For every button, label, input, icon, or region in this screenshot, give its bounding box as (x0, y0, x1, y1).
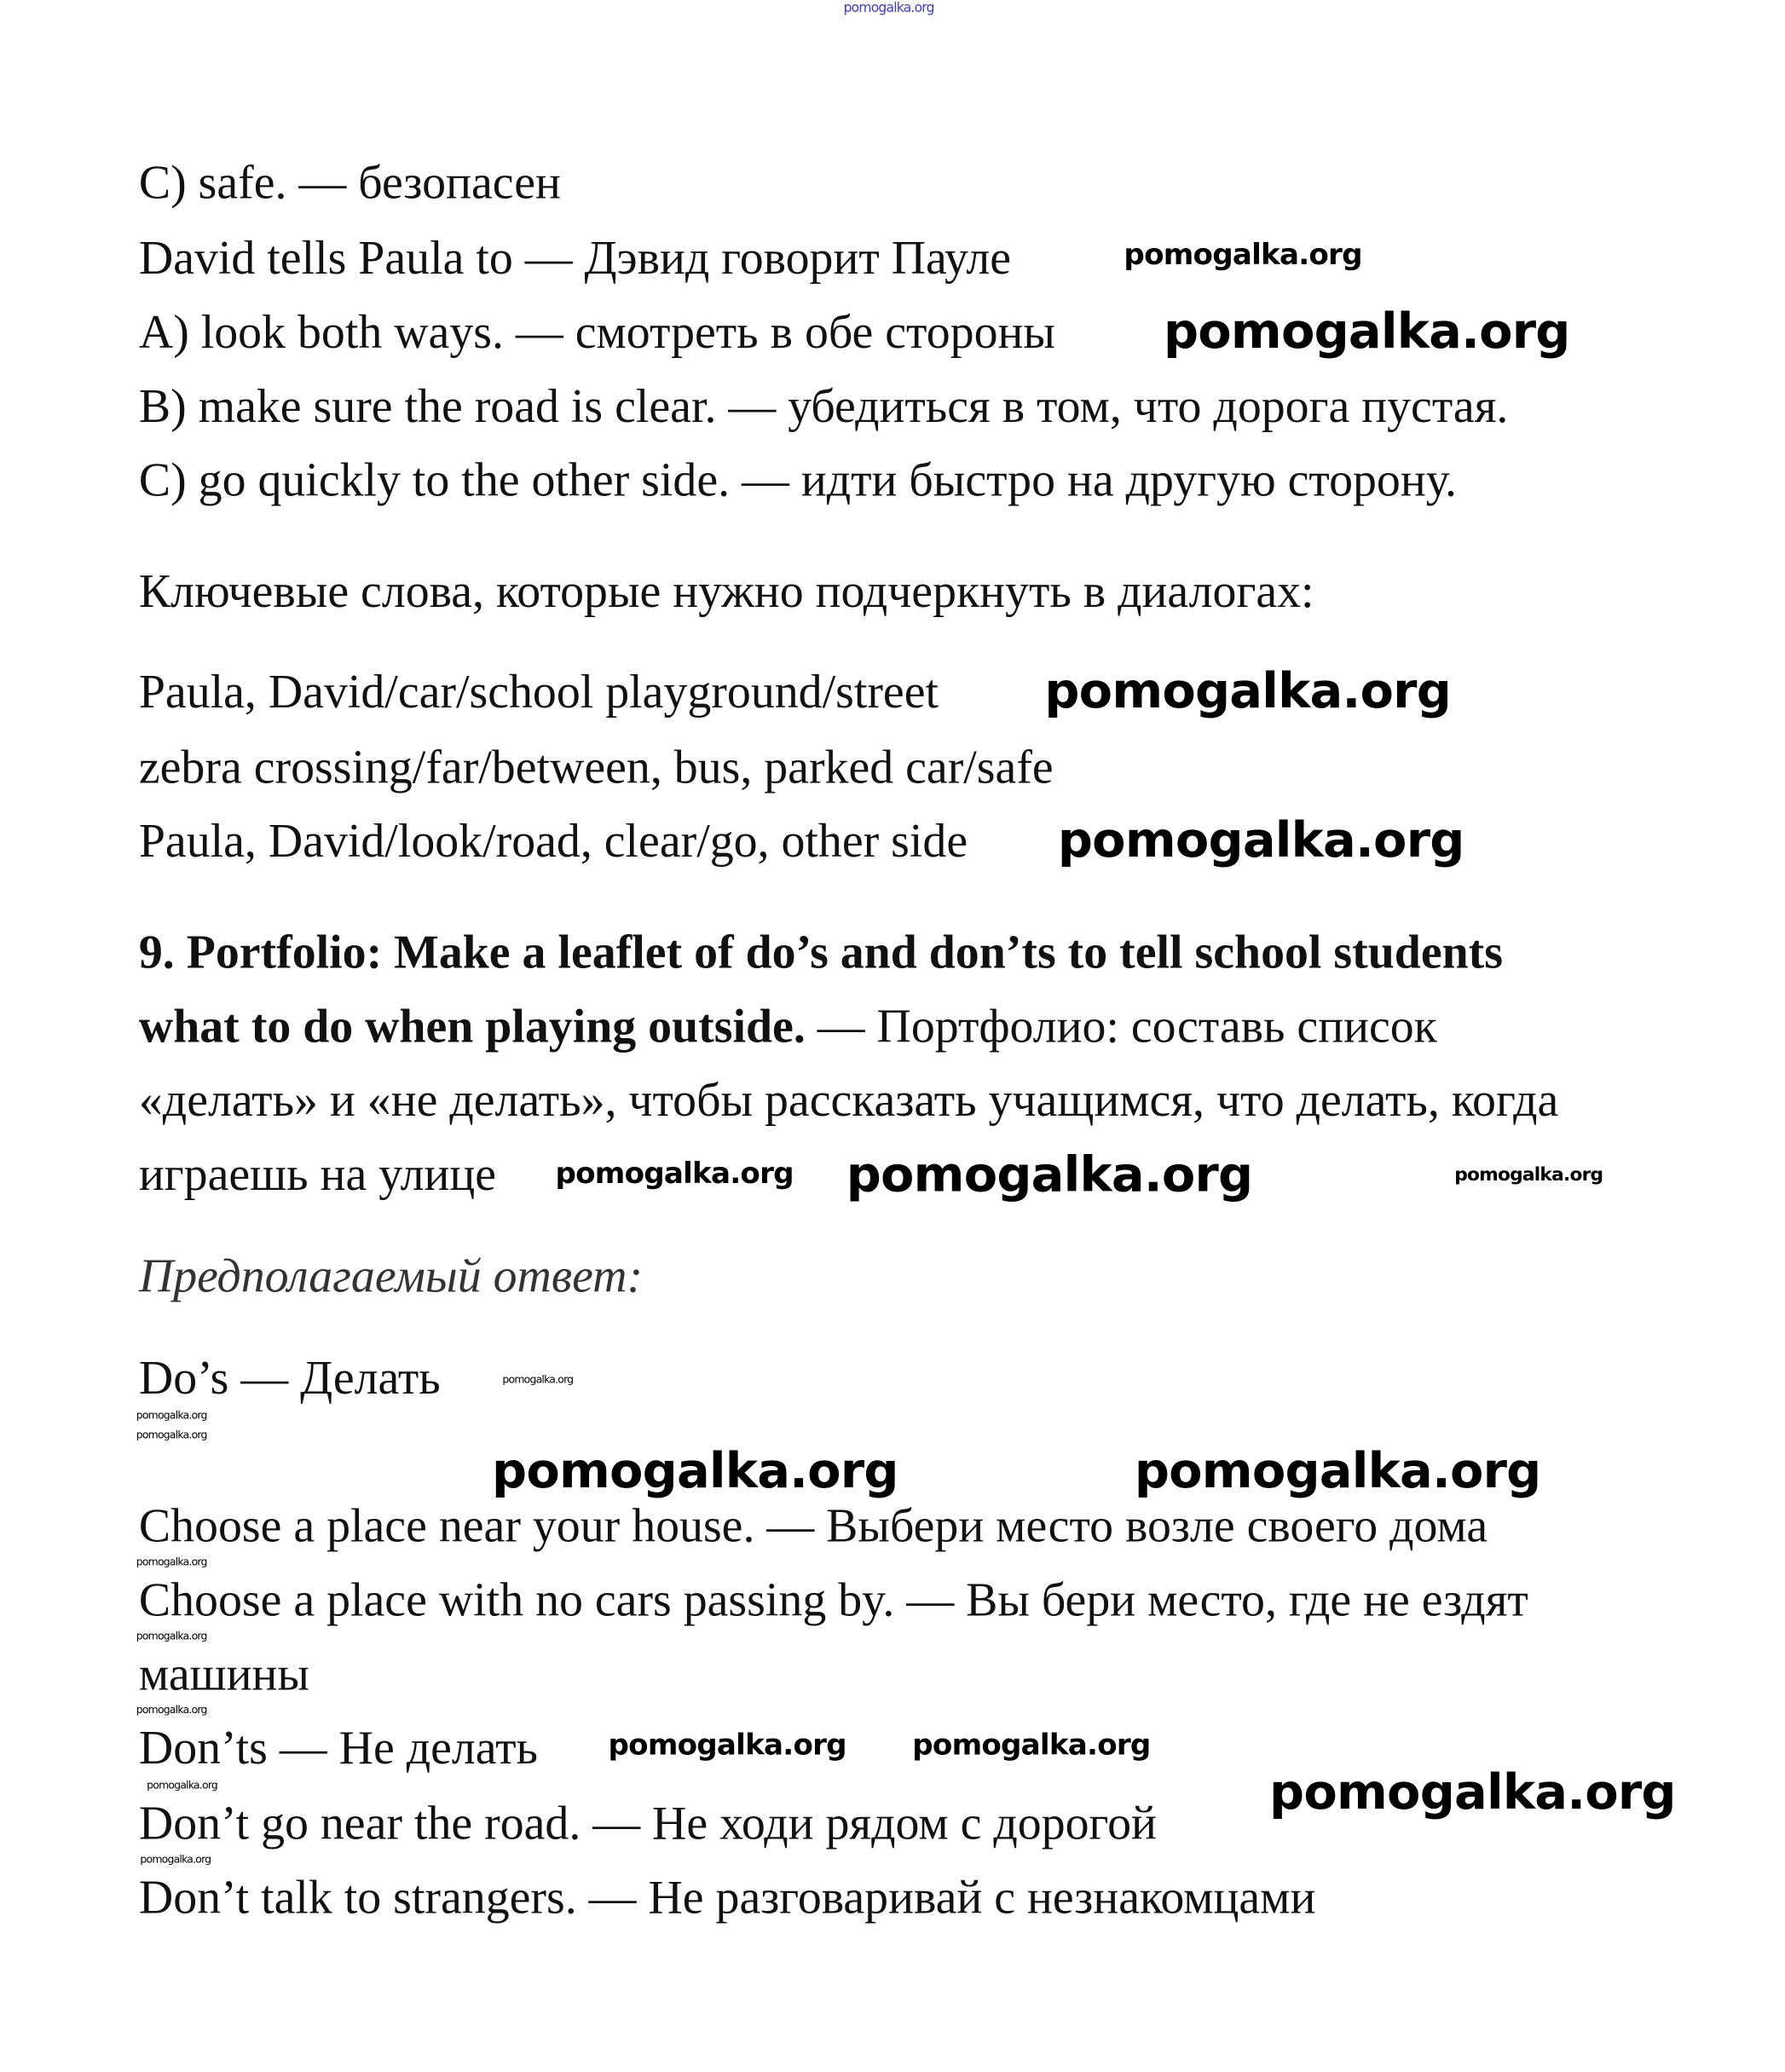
task-title: 9. Portfolio: Make a leaflet of do’s and don’ts to tell school students (138, 925, 1503, 978)
watermark: pomogalka.org (1057, 811, 1464, 869)
watermark: pomogalka.org (846, 1146, 1253, 1203)
text-line: Paula, David/look/road, clear/go, other side (138, 814, 968, 868)
text-line: zebra crossing/far/between, bus, parked car/safe (138, 740, 1054, 794)
watermark: pomogalka.org (492, 1442, 898, 1499)
watermark: pomogalka.org (147, 1779, 218, 1792)
watermark: pomogalka.org (608, 1729, 846, 1763)
watermark: pomogalka.org (912, 1729, 1151, 1763)
task-translation: — Портфолио: составь список (805, 999, 1437, 1053)
answer-line: Don’t go near the road. — Не ходи рядом с дорогой (138, 1796, 1157, 1850)
watermark: pomogalka.org (136, 1428, 207, 1441)
watermark: pomogalka.org (136, 1630, 207, 1642)
answer-line: машины (138, 1647, 309, 1700)
text-line: C) safe. — безопасен (138, 156, 561, 210)
task-translation: «делать» и «не делать», чтобы рассказать учащимся, что делать, когда (138, 1073, 1559, 1127)
watermark: pomogalka.org (1134, 1442, 1541, 1499)
text-line: Ключевые слова, которые нужно подчеркнуть в диалогах: (138, 564, 1314, 618)
answer-heading: Do’s — Делать (138, 1351, 441, 1405)
answer-line: Choose a place with no cars passing by. — Вы бери место, где не ездят (138, 1573, 1528, 1626)
watermark: pomogalka.org (1124, 239, 1362, 273)
answer-label: Предполагаемый ответ: (138, 1249, 644, 1302)
text-line: Paula, David/car/school playground/street (138, 665, 939, 719)
watermark: pomogalka.org (1044, 662, 1452, 719)
watermark: pomogalka.org (502, 1373, 574, 1386)
task-translation: играешь на улице (138, 1147, 497, 1201)
answer-line: Choose a place near your house. — Выбери место возле своего дома (138, 1498, 1488, 1552)
task-title-bold: what to do when playing outside. (138, 999, 806, 1053)
watermark: pomogalka.org (1454, 1164, 1603, 1186)
text-line: A) look both ways. — смотреть в обе стороны (138, 305, 1055, 359)
watermark: pomogalka.org (136, 1555, 207, 1568)
watermark: pomogalka.org (1269, 1763, 1676, 1821)
watermark: pomogalka.org (140, 1853, 211, 1866)
answer-line: Don’t talk to strangers. — Не разговаривай с незнакомцами (138, 1870, 1316, 1924)
text-line: B) make sure the road is clear. — убедиться в том, что дорога пустая. (138, 379, 1509, 433)
watermark: pomogalka.org (136, 1409, 207, 1422)
watermark: pomogalka.org (843, 1, 934, 16)
text-line: C) go quickly to the other side. — идти быстро на другую сторону. (138, 453, 1458, 507)
watermark: pomogalka.org (1163, 303, 1570, 360)
answer-heading: Don’ts — Не делать (138, 1721, 538, 1775)
text-line: David tells Paula to — Дэвид говорит Пауле (138, 231, 1012, 285)
task-title-line-2 (139, 1000, 1437, 1053)
watermark: pomogalka.org (136, 1704, 207, 1717)
watermark: pomogalka.org (555, 1157, 794, 1192)
